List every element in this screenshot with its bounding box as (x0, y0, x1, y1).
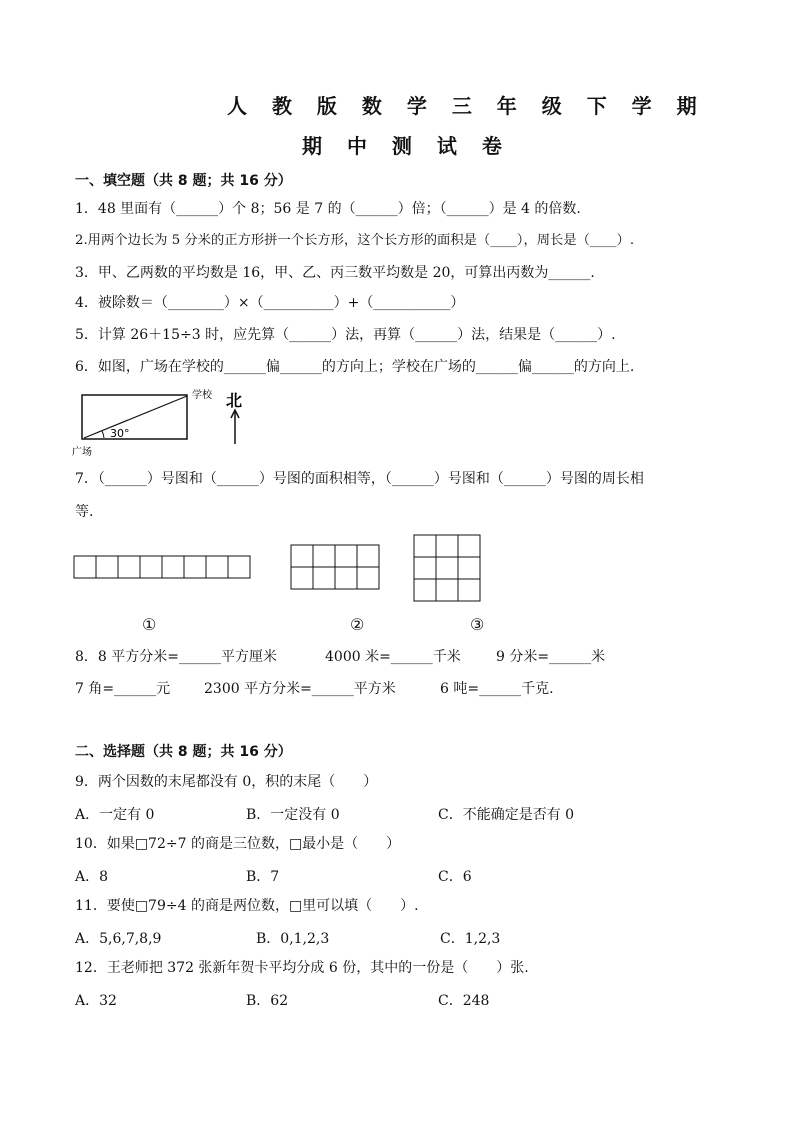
question-10: 10．如果□72÷7 的商是三位数，□最小是（ ） (75, 836, 401, 852)
question-9: 9．两个因数的末尾都没有 0，积的末尾（ ） (75, 774, 378, 790)
north-arrow (224, 390, 248, 446)
q12-option-b: B．62 (246, 993, 289, 1009)
question-7-line-2: 等. (75, 504, 94, 520)
question-8-item-5: 2300 平方分米=______平方米 (204, 681, 396, 697)
question-4: 4．被除数＝（________）×（__________）+（___________） (75, 295, 465, 311)
q10-option-b: B．7 (246, 869, 280, 885)
question-8-item-3: 9 分米=______米 (496, 649, 606, 665)
page-subtitle: 期 中 测 试 卷 (302, 134, 511, 158)
question-8-item-6: 6 吨=______千克. (440, 681, 554, 697)
question-6: 6．如图，广场在学校的______偏______的方向上；学校在广场的______偏______的方向上. (75, 359, 635, 375)
q12-option-a: A．32 (75, 993, 117, 1009)
figure-label-1: ① (142, 615, 157, 634)
section-heading-fill-in: 一、填空题（共 8 题；共 16 分） (75, 173, 292, 189)
q9-option-b: B．一定没有 0 (246, 807, 340, 823)
q9-option-a: A．一定有 0 (75, 807, 155, 823)
figure-label-2: ② (350, 615, 365, 634)
question-2: 2.用两个边长为 5 分米的正方形拼一个长方形，这个长方形的面积是（____），周长是（____）. (75, 233, 635, 248)
q10-option-a: A．8 (75, 869, 109, 885)
question-11: 11．要使□79÷4 的商是两位数，□里可以填（ ）. (75, 898, 419, 914)
question-8-item-2: 4000 米=______千米 (325, 649, 461, 665)
north-label: 北 (226, 391, 243, 410)
figure-3-grid (413, 534, 481, 602)
question-8-item-4: 7 角=______元 (75, 681, 171, 697)
angle-label: 30° (110, 427, 130, 440)
figure-2-grid (290, 544, 380, 590)
question-1: 1．48 里面有（______）个 8；56 是 7 的（______）倍；（______）是 4 的倍数. (75, 201, 581, 217)
question-7-line-1: 7．（______）号图和（______）号图的面积相等，（______）号图和（______）号图的周长相 (75, 471, 644, 487)
figure-label-3: ③ (470, 615, 485, 634)
q11-option-a: A．5,6,7,8,9 (75, 931, 162, 947)
question-3: 3．甲、乙两数的平均数是 16，甲、乙、丙三数平均数是 20，可算出丙数为______. (75, 265, 595, 281)
figure-1-strip (73, 555, 251, 579)
angle-arc (102, 431, 104, 438)
square-label: 广场 (72, 447, 92, 457)
q11-option-b: B．0,1,2,3 (256, 931, 330, 947)
q10-option-c: C．6 (438, 869, 472, 885)
section-heading-multiple-choice: 二、选择题（共 8 题；共 16 分） (75, 744, 292, 760)
question-8-item-1: 8．8 平方分米=______平方厘米 (75, 649, 277, 665)
question-12: 12．王老师把 372 张新年贺卡平均分成 6 份，其中的一份是（ ）张. (75, 960, 529, 976)
q12-option-c: C．248 (438, 993, 490, 1009)
q9-option-c: C．不能确定是否有 0 (438, 807, 575, 823)
question-5: 5．计算 26＋15÷3 时，应先算（______）法，再算（______）法，结果是（______）. (75, 327, 616, 343)
school-label: 学校 (192, 390, 212, 401)
diagonal-line (84, 396, 187, 438)
page-title: 人 教 版 数 学 三 年 级 下 学 期 (227, 94, 706, 118)
q11-option-c: C．1,2,3 (440, 931, 501, 947)
